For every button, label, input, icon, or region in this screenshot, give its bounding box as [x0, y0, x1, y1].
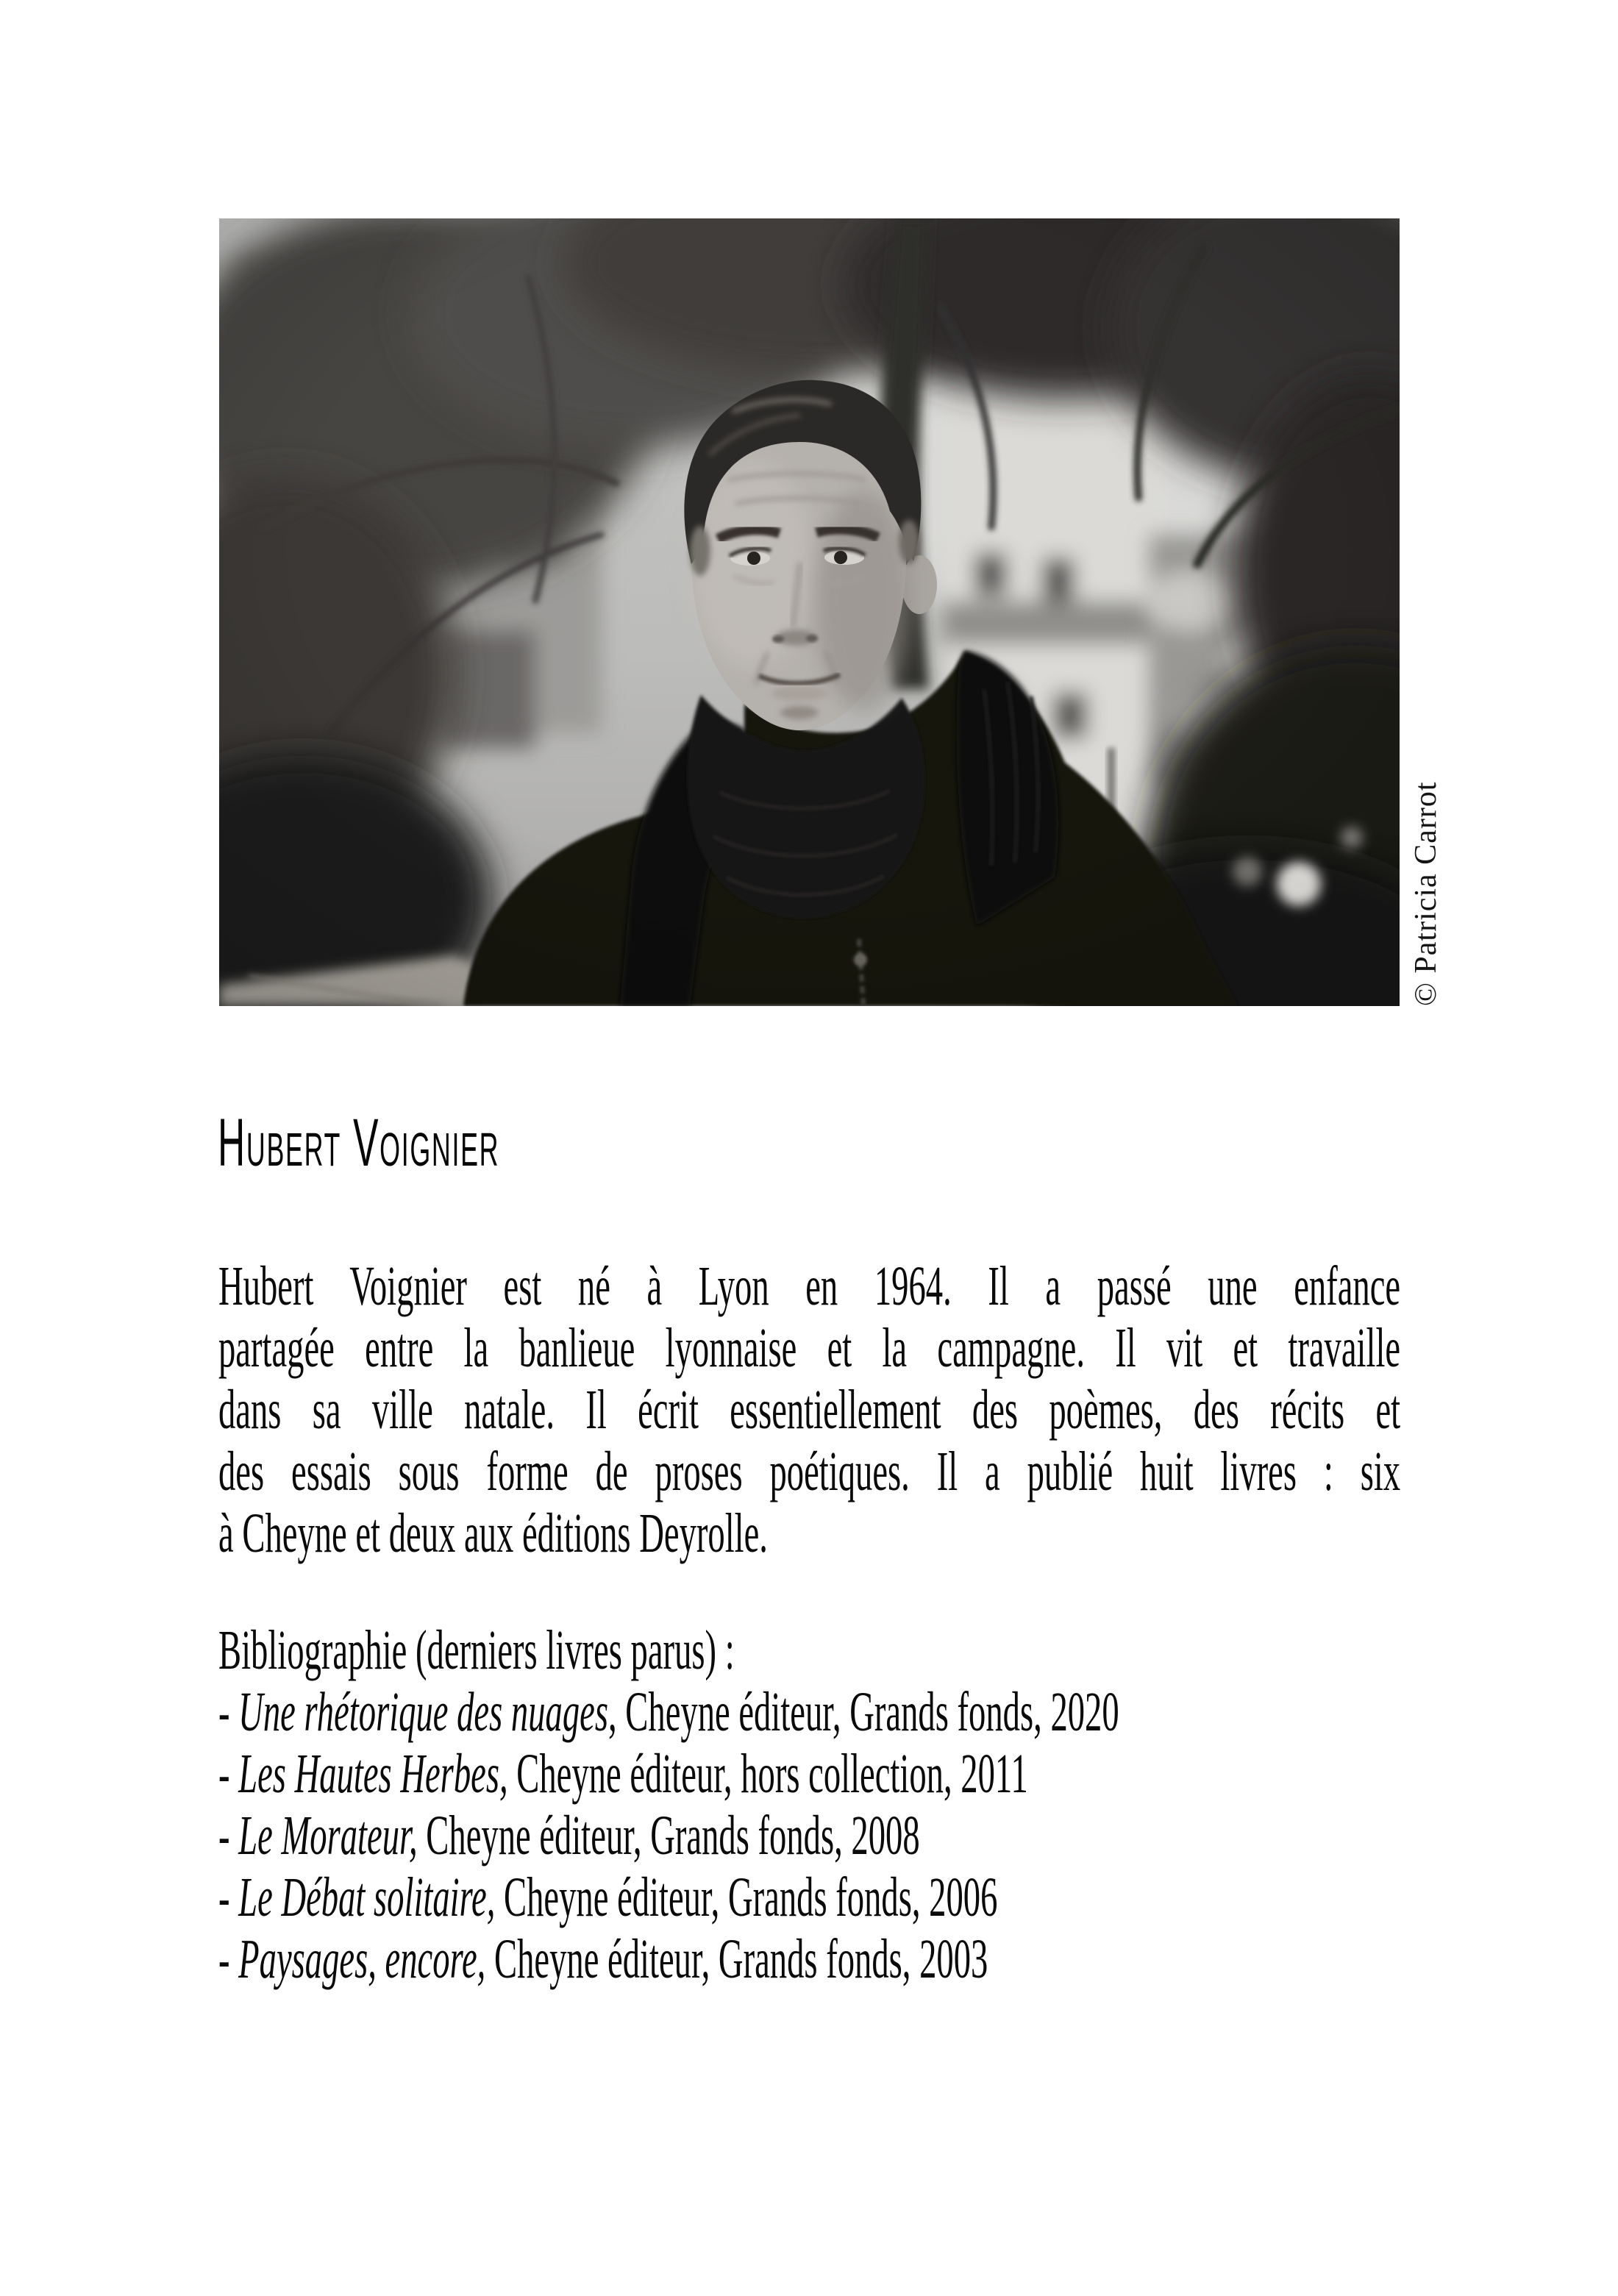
- item-bullet: -: [218, 1743, 239, 1805]
- bibliography-item: [218, 1743, 1400, 1805]
- book-title: Le Morateur,: [238, 1805, 418, 1867]
- portrait-photo: [219, 218, 1400, 1006]
- author-name-heading: Hubert Voignier: [218, 1105, 500, 1180]
- item-bullet: -: [218, 1681, 239, 1743]
- book-publisher-year: Cheyne éditeur, Grands fonds, 2003: [485, 1928, 988, 1990]
- bibliography-item: [218, 1681, 1400, 1743]
- portrait-photo-art: [219, 218, 1400, 1006]
- bio-line: Hubert Voignier est né à Lyon en 1964. Il a passé une enfance: [218, 1255, 1401, 1317]
- bibliography-item: [218, 1867, 1400, 1928]
- item-bullet: -: [218, 1928, 239, 1990]
- book-publisher-year: , Cheyne éditeur, Grands fonds, 2020: [607, 1681, 1119, 1743]
- book-publisher-year: Cheyne éditeur, hors collection, 2011: [507, 1743, 1028, 1805]
- bio-line: à Cheyne et deux aux éditions Deyrolle.: [218, 1502, 768, 1564]
- book-title: Les Hautes Herbes,: [238, 1743, 508, 1805]
- book-publisher-year: Cheyne éditeur, Grands fonds, 2006: [495, 1867, 998, 1928]
- bibliography-item: [218, 1805, 1400, 1867]
- bibliography-heading: Bibliographie (derniers livres parus) :: [218, 1619, 735, 1681]
- photo-credit: © Patricia Carrot: [1409, 781, 1443, 1006]
- book-title: Le Débat solitaire,: [238, 1867, 496, 1928]
- book-publisher-year: Cheyne éditeur, Grands fonds, 2008: [417, 1805, 920, 1867]
- book-title: Une rhétorique des nuages: [238, 1681, 608, 1743]
- book-title: Paysages, encore,: [238, 1928, 486, 1990]
- photo-vignette: [219, 218, 1400, 1006]
- bio-line: partagée entre la banlieue lyonnaise et la campagne. Il vit et travaille: [218, 1317, 1401, 1379]
- bio-line: dans sa ville natale. Il écrit essentiellement des poèmes, des récits et: [218, 1379, 1401, 1441]
- item-bullet: -: [218, 1805, 239, 1867]
- bibliography-item: [218, 1928, 1400, 1990]
- item-bullet: -: [218, 1867, 239, 1928]
- bibliography-section: [218, 1619, 1400, 1990]
- bio-line: des essais sous forme de proses poétiques. Il a publié huit livres : six: [218, 1441, 1401, 1502]
- bio-paragraph: [218, 1255, 1400, 1564]
